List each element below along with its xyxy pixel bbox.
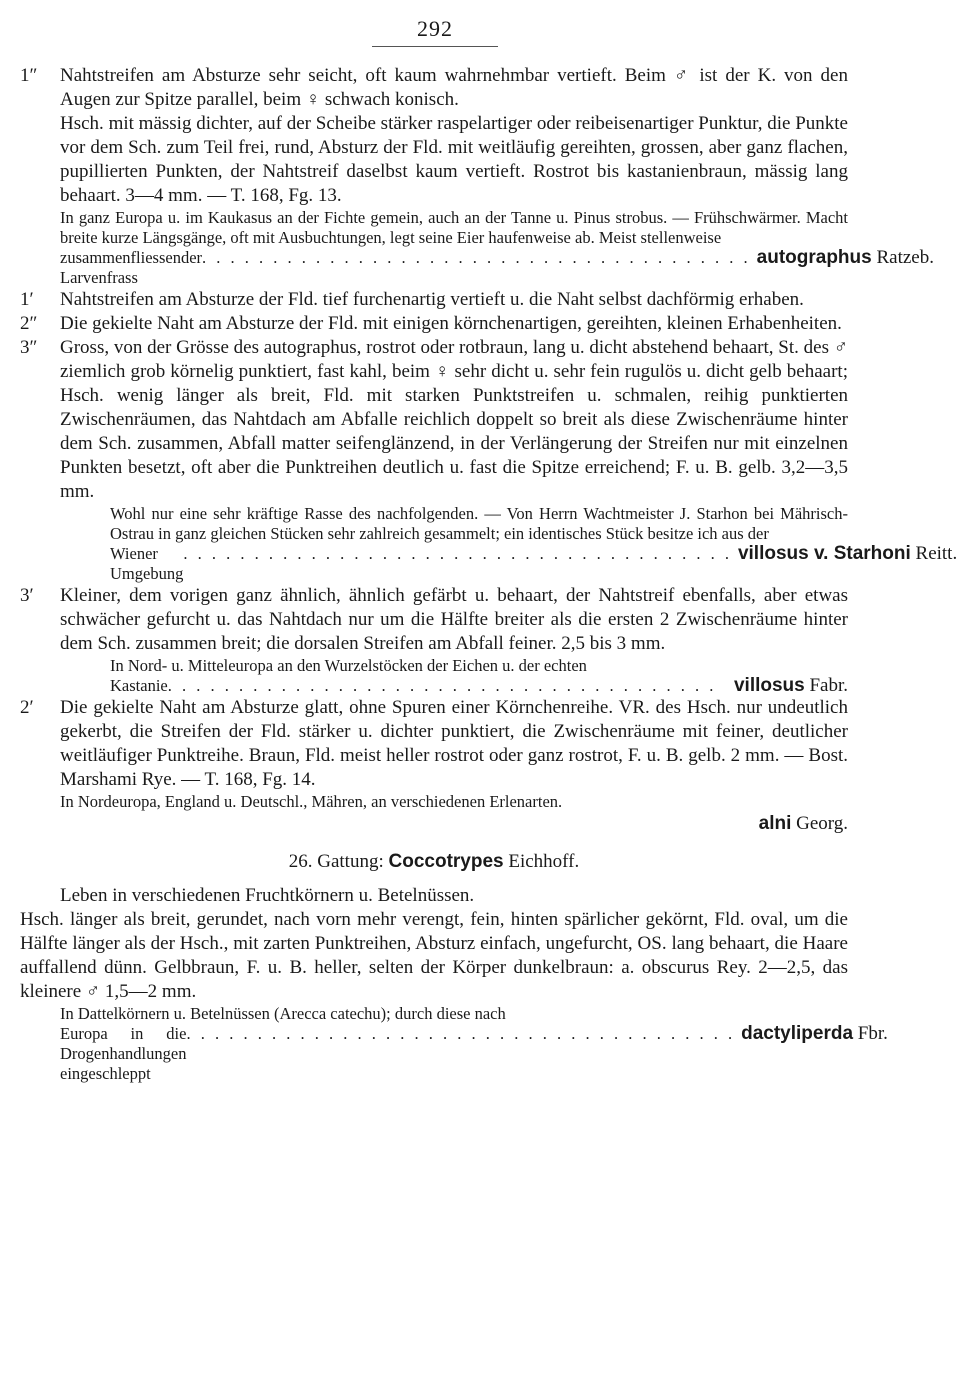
species-name: alni	[758, 813, 792, 834]
key-number: 3″	[20, 337, 38, 358]
species-name-line	[728, 676, 848, 696]
note-block	[60, 656, 848, 696]
species-name-line	[60, 812, 848, 836]
distribution-note: In Nordeuropa, England u. Deutschl., Mähren, an verschiedenen Erlenarten.	[60, 792, 563, 811]
species-line	[20, 1023, 888, 1084]
leader-dots: . . . . . . . . . . . . . . . . . . . . . . . . . . . . . . . . . . . . . . .	[183, 544, 732, 563]
distribution-note: In ganz Europa u. im Kaukasus an der Fichte gemein, auch an der Tanne u. Pinus strobus. — Frühschwärmer. Macht breite kurze Längsgänge, oft mit Ausbuchtungen, legt seine Eier haufenweise ab. Meist stellenweise	[60, 208, 848, 247]
leader-dots: . . . . . . . . . . . . . . . . . . . . . . . . . . . . . . . . . . . . . . .	[202, 248, 751, 267]
species-line	[60, 247, 934, 288]
genus-author: Eichhoff.	[508, 851, 580, 872]
distribution-note: Wohl nur eine sehr kräftige Rasse des nachfolgenden. — Von Herrn Wachtmeister J. Starhon bei Mährisch-Ostrau in ganz gleichen Stücken sehr zahlreich gesammelt; ein identisches Stück besitze ich aus der	[110, 504, 848, 543]
species-name-line	[751, 248, 934, 268]
entry-text: Kleiner, dem vorigen ganz ähnlich, ähnlich gefärbt u. behaart, der Nahtstreif ebenfalls, aber etwas schwächer gefurcht u. das Nahtdach nur um die Hälfte breiter als die ersten 2 Zwischenräume hinter dem Sch. zusammen breit; die dorsalen Streifen am Abfall feiner. 2,5 bis 3 mm.	[60, 585, 848, 654]
entry-text: Hsch. mit mässig dichter, auf der Scheibe stärker raspelartiger oder reibeisenartiger Punktur, die Punkte vor dem Sch. zum Teil frei, rund, Absturz der Fld. mit weitläufig gereihten, grossen, aber ganz flachen, pupillierten Punkten, der Nahtstreif daselbst kaum vertieft. Rostrot bis kastanienbraun, mässig lang behaart. 3—4 mm. — T. 168, Fg. 13.	[60, 113, 848, 206]
distribution-note: In Nord- u. Mitteleuropa an den Wurzelstöcken der Eichen u. der echten	[110, 656, 587, 675]
genus-name: Coccotrypes	[388, 851, 504, 872]
leader-dots: . . . . . . . . . . . . . . . . . . . . . . . . . . . . . . . . . . . . . . .	[186, 1024, 736, 1043]
species-author: Reitt.	[915, 543, 957, 564]
note-block	[60, 504, 957, 584]
note-end: Europa in die Drogenhandlungen eingeschleppt	[60, 1024, 187, 1083]
species-author: Fbr.	[857, 1023, 888, 1044]
leader-dots: . . . . . . . . . . . . . . . . . . . . . . . . . . . . . . . . . . . . . . .	[167, 676, 717, 695]
species-author: Ratzeb.	[876, 247, 934, 268]
species-name-line	[732, 544, 957, 564]
genus-heading	[20, 850, 848, 874]
entry-text: Die gekielte Naht am Absturze der Fld. mit einigen körnchenartigen, gereihten, kleinen Erhabenheiten.	[60, 313, 842, 334]
entry-text: Die gekielte Naht am Absturze glatt, ohne Spuren einer Körnchenreihe. VR. des Hsch. nur undeutlich gekerbt, die Streifen der Fld. stärker u. dichter punktiert, die Zwischenräume mit feiner, deutlicher weitläufiger Punktreihe. Braun, Fld. meist heller rostrot oder ganz rostrot, F. u. B. gelb. 2 mm. — Bost. Marshami Rye. — T. 168, Fg. 14.	[60, 697, 848, 790]
genus-intro	[20, 884, 848, 908]
entry-text: Gross, von der Grösse des autographus, rostrot oder rotbraun, lang u. dicht abstehend behaart, St. des ♂ ziemlich grob körnelig punktiert, fast kahl, beim ♀ sehr dicht u. sehr fein rugulös u. dicht gelb behaart; Hsch. wenig länger als breit, Fld. mit starken Punktstreifen u. schmalen, reihig punktierten Zwischenräumen, das Nahtdach am Abfalle reichlich doppelt so breit als diese Zwischenräume hinter dem Sch. zusammen, Abfall matter seifenglänzend, in der Verlängerung der Streifen nur mit einzelnen Punkten besetzt, oft aber die Punktreihen deutlich u. fast die Spitze erreichend; F. u. B. gelb. 3,2—3,5 mm.	[60, 337, 848, 502]
key-entry-1a	[20, 64, 934, 288]
key-entry-1b	[20, 288, 848, 312]
note-end: zusammenfliessender Larvenfrass	[60, 248, 203, 287]
species-line	[110, 676, 848, 696]
key-entry-2a	[20, 312, 848, 336]
species-line	[110, 543, 957, 584]
key-number: 3′	[20, 585, 34, 606]
entry-text: Nahtstreifen am Absturze der Fld. tief furchenartig vertieft u. die Naht selbst dachförmig erhaben.	[60, 289, 804, 310]
distribution-note: In Dattelkörnern u. Betelnüssen (Arecca catechu); durch diese nach	[60, 1004, 506, 1023]
page-number: 292	[417, 16, 453, 41]
key-number: 1″	[20, 65, 38, 86]
species-author: Fabr.	[809, 675, 848, 696]
species-name: villosus	[733, 675, 805, 696]
page-content	[20, 64, 957, 1084]
species-name: autographus	[756, 247, 872, 268]
species-name: dactyliperda	[741, 1023, 854, 1044]
key-entry-2b	[20, 696, 848, 836]
genus-description: Hsch. länger als breit, gerundet, nach vorn mehr verengt, fein, hinten spärlicher gekörnt, Fld. oval, um die Hälfte länger als der Hsch., mit zarten Punktreihen, Absturz einfach, ungefurcht, OS. lang behaart, die Haare auffallend dünn. Gelbbraun, F. u. B. heller, selten der Körper dunkelbraun: a. obscurus Rey. 2—2,5, das kleinere ♂ 1,5—2 mm.	[20, 909, 848, 1002]
species-author: Georg.	[796, 813, 848, 834]
entry-text: Nahtstreifen am Absturze sehr seicht, oft kaum wahrnehmbar vertieft. Beim ♂ ist der K. von den Augen zur Spitze parallel, beim ♀ schwach konisch.	[60, 65, 848, 110]
genus-prefix: 26. Gattung:	[288, 851, 384, 872]
note-end: Wiener Umgebung	[110, 544, 184, 583]
species-name: villosus v. Starhoni	[737, 543, 911, 564]
genus-biology: Leben in verschiedenen Fruchtkörnern u. Betelnüssen.	[60, 885, 475, 906]
key-number: 2″	[20, 313, 38, 334]
key-entry-3a	[20, 336, 957, 584]
note-end: Kastanie	[110, 676, 168, 695]
key-entry-3b	[20, 584, 848, 696]
species-name-line	[735, 1024, 888, 1044]
header-rule	[372, 46, 498, 47]
note-block	[20, 1004, 848, 1024]
key-number: 1′	[20, 289, 34, 310]
key-number: 2′	[20, 697, 34, 718]
